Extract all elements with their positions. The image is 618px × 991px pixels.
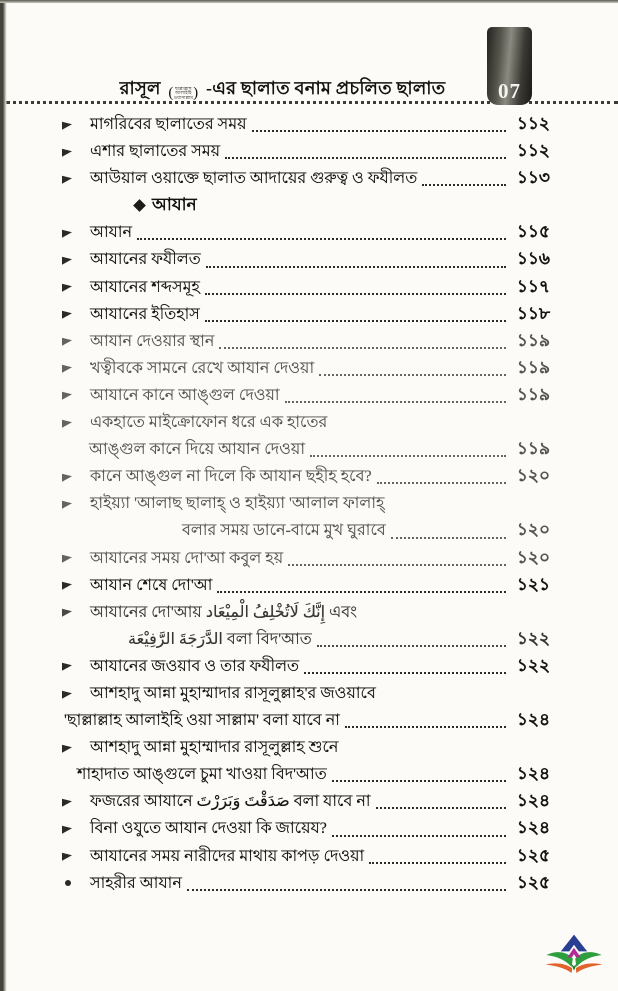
toc-page-number: ১২৫ (516, 872, 550, 892)
dot-leader (391, 537, 506, 539)
arrow-bullet-icon (62, 690, 90, 698)
toc-entry-text: আযান দেওয়ার স্থান (90, 332, 215, 350)
toc-entry-text: আঙ্গুল কানে দিয়ে আযান দেওয়া (89, 441, 305, 459)
toc-entry-text: খত্বীবকে সামনে রেখে আযান দেওয়া (90, 359, 315, 377)
toc-entry-text: ফজরের আযানে صَدَقْتَ وَبَرَرْتَ বলা যাবে না (90, 793, 371, 811)
toc-entry-line (62, 815, 550, 842)
toc-page-number: ১২০ (516, 466, 550, 486)
toc-entry-text: আযানের সময় দো'আ কবুল হয় (90, 549, 284, 567)
arrow-bullet-icon (62, 148, 90, 156)
arrow-bullet-icon (62, 798, 90, 806)
scan-left-edge (0, 0, 7, 991)
toc-entry-line (62, 138, 550, 165)
toc-entry-line (62, 355, 550, 382)
toc-entry-line (62, 463, 550, 490)
dot-leader (252, 130, 506, 132)
arrow-bullet-icon (62, 852, 90, 860)
toc-page-number: ১১৩ (516, 168, 550, 188)
arrow-bullet-icon (62, 419, 90, 427)
dot-bullet-icon (62, 880, 90, 886)
toc-entry-text: আযান শেষে দো'আ (90, 576, 213, 594)
toc-entry-text: 'ছাল্লাল্লাহ আলাইহি ওয়া সাল্লাম' বলা যাবে না (64, 712, 340, 730)
toc-entry-text: বিনা ওযুতে আযান দেওয়া কি জায়েয? (90, 820, 327, 838)
arrow-bullet-icon (62, 337, 90, 345)
arrow-bullet-icon (62, 283, 90, 291)
toc-entry-line (62, 409, 550, 436)
toc-page-number: ১১৫ (516, 222, 550, 242)
toc-page-number: ১২৪ (516, 818, 550, 838)
toc-entry-text: আযানের শব্দসমূহ (90, 278, 200, 296)
toc-entry-line (62, 274, 550, 301)
toc-entry-text: আযানে কানে আঙ্গুল দেওয়া (90, 386, 280, 404)
toc-entry-line (77, 761, 550, 788)
toc-entry-line (62, 246, 550, 273)
dot-leader (137, 238, 506, 240)
arrow-bullet-icon (62, 310, 90, 318)
logo-orange-left-swoosh (546, 963, 572, 973)
arrow-bullet-icon (62, 391, 90, 399)
toc-page-number: ১২৫ (516, 845, 550, 865)
toc-page-number: ১২২ (516, 655, 550, 675)
toc-page-number: ১২০ (516, 547, 550, 567)
toc-entry-line (62, 734, 550, 761)
arrow-bullet-icon (62, 662, 90, 670)
toc-entry-line (62, 328, 550, 355)
toc-page-number: ১১২ (516, 141, 550, 161)
dot-leader (345, 726, 506, 728)
toc-entry-line (62, 545, 550, 572)
toc-section-heading (135, 192, 550, 219)
logo-orange-right-swoosh (576, 963, 602, 973)
publisher-logo (544, 932, 604, 978)
toc-entry-line (62, 843, 550, 870)
toc-entry-line (62, 653, 550, 680)
arrow-bullet-icon (62, 175, 90, 183)
page-number: 07 (498, 79, 521, 103)
dot-leader (376, 807, 506, 809)
toc-page-number: ১২৪ (516, 791, 550, 811)
toc-entry-line (62, 572, 550, 599)
seal-line-1: ছাল্লাল্লাহু (175, 85, 192, 91)
arrow-bullet-icon (62, 500, 90, 508)
dot-leader (422, 184, 506, 186)
dot-leader (206, 266, 506, 268)
toc-entry-text: আশহাদু আন্না মুহাম্মাদার রাসূলুল্লাহ শুনে (90, 739, 339, 757)
seal-line-2: আলাইহি (175, 90, 192, 96)
toc-entry-text: কানে আঙ্গুল না দিলে কি আযান ছহীহ হবে? (90, 468, 372, 486)
toc-entry-text: আযানের জওয়াব ও তার ফযীলত (90, 657, 299, 675)
toc-page-number: ১১৯ (516, 439, 550, 459)
toc-page-number: ১১২ (516, 114, 550, 133)
seal-open-paren: ( (168, 85, 174, 101)
arrow-bullet-icon (62, 581, 90, 589)
arrow-bullet-icon (62, 229, 90, 237)
toc-entry-line (62, 870, 550, 897)
toc-entry-text: الدَّرَجَةَ الرَّفِيْعَة বলা বিদ'আত (128, 630, 312, 648)
dot-leader (369, 862, 506, 864)
toc-page-number: ১২৪ (516, 710, 550, 730)
dot-leader (319, 374, 506, 376)
toc-page-number: ১২১ (516, 574, 550, 594)
toc-entry-line (62, 111, 550, 138)
arrow-bullet-icon (62, 608, 90, 616)
toc-entry-line (128, 626, 550, 653)
toc-page-number: ১১৯ (516, 357, 550, 377)
toc-entry-text: আযানের ইতিহাস (90, 305, 200, 323)
toc-entry-line (62, 680, 550, 707)
toc-entry-text: একহাতে মাইক্রোফোন ধরে এক হাতের (90, 414, 328, 432)
toc-entry-line (64, 707, 550, 734)
toc-entry-text: এশার ছালাতের সময় (90, 143, 221, 161)
dot-leader (317, 645, 506, 647)
arrow-bullet-icon (62, 825, 90, 833)
toc-page-number: ১২২ (516, 628, 550, 648)
dot-leader (217, 591, 506, 593)
dot-leader (285, 401, 506, 403)
title-post: -এর ছালাত বনাম প্রচলিত ছালাত (206, 78, 446, 98)
toc-entry-text: আশহাদু আন্না মুহাম্মাদার রাসূলুল্লাহ'র জওয়াবে (90, 684, 376, 702)
toc-entry-line (62, 301, 550, 328)
toc-page-number: ১২৪ (516, 764, 550, 784)
toc-entry-line (182, 517, 550, 544)
toc-entry-line (62, 219, 550, 246)
arrow-bullet-icon (62, 121, 90, 129)
seal-line-3: ওয়াসাল্লাম (173, 94, 194, 100)
toc-entry-line (89, 436, 550, 463)
toc-entry-text: আযানের সময় নারীদের মাথায় কাপড় দেওয়া (90, 847, 365, 865)
seal-text (174, 87, 194, 101)
toc-page-number: ১২০ (516, 520, 550, 540)
dot-leader (205, 293, 506, 295)
toc-entry-text: হাইয়্যা 'আলাছ ছালাহ্ ও হাইয়্যা 'আলাল ফালাহ্ (90, 495, 385, 513)
toc-entry-text: আউয়াল ওয়াক্তে ছালাত আদায়ের গুরুত্ব ও ফযীলত (90, 170, 418, 188)
dot-leader (205, 320, 506, 322)
dot-leader (187, 889, 506, 891)
toc-entry-line (62, 599, 550, 626)
sallallahu-seal (168, 85, 198, 102)
arrow-bullet-icon (62, 744, 90, 752)
dot-leader (377, 482, 506, 484)
arrow-bullet-icon (62, 473, 90, 481)
dot-leader (304, 672, 506, 674)
toc-page-number: ১১৯ (516, 330, 550, 350)
dot-leader (310, 455, 506, 457)
toc-entry-text: শাহাদাত আঙ্গুলে চুমা খাওয়া বিদ'আত (77, 766, 327, 784)
arrow-bullet-icon (62, 256, 90, 264)
page-number-tab (487, 27, 532, 105)
toc-entry-text: আযানের ফযীলত (90, 251, 201, 269)
toc-entry-text: বলার সময় ডানে-বামে মুখ ঘুরাবে (182, 522, 386, 540)
seal-close-paren: ) (193, 85, 199, 101)
toc-entry-line (62, 490, 550, 517)
title-pre: রাসূল (119, 78, 161, 98)
toc-page-number: ১১৯ (516, 384, 550, 404)
toc-entry-text: সাহরীর আযান (90, 874, 182, 892)
toc-entry-text: আযানের দো'আয় إِنَّكَ لَاتُخْلِفُ الْمِيْعَاد এবং (90, 603, 358, 621)
toc-list (62, 111, 550, 897)
toc-page-number: ১১৭ (516, 276, 550, 296)
toc-entry-line (62, 165, 550, 192)
dot-leader (332, 835, 506, 837)
arrow-bullet-icon (62, 554, 90, 562)
toc-entry-text: মাগরিবের ছালাতের সময় (90, 116, 247, 133)
dot-leader (225, 157, 506, 159)
toc-page-number: ১১৬ (516, 249, 550, 269)
section-label: আযান (152, 194, 197, 214)
page-title (30, 74, 535, 105)
toc-entry-line (62, 788, 550, 815)
dot-leader (332, 780, 506, 782)
arrow-bullet-icon (62, 364, 90, 372)
toc-entry-line (62, 382, 550, 409)
dot-leader (288, 564, 506, 566)
toc-page-number: ১১৮ (516, 303, 550, 323)
diamond-icon (133, 199, 146, 212)
toc-entry-text: আযান (90, 224, 133, 242)
dot-leader (219, 347, 506, 349)
scan-top-edge (0, 0, 618, 3)
